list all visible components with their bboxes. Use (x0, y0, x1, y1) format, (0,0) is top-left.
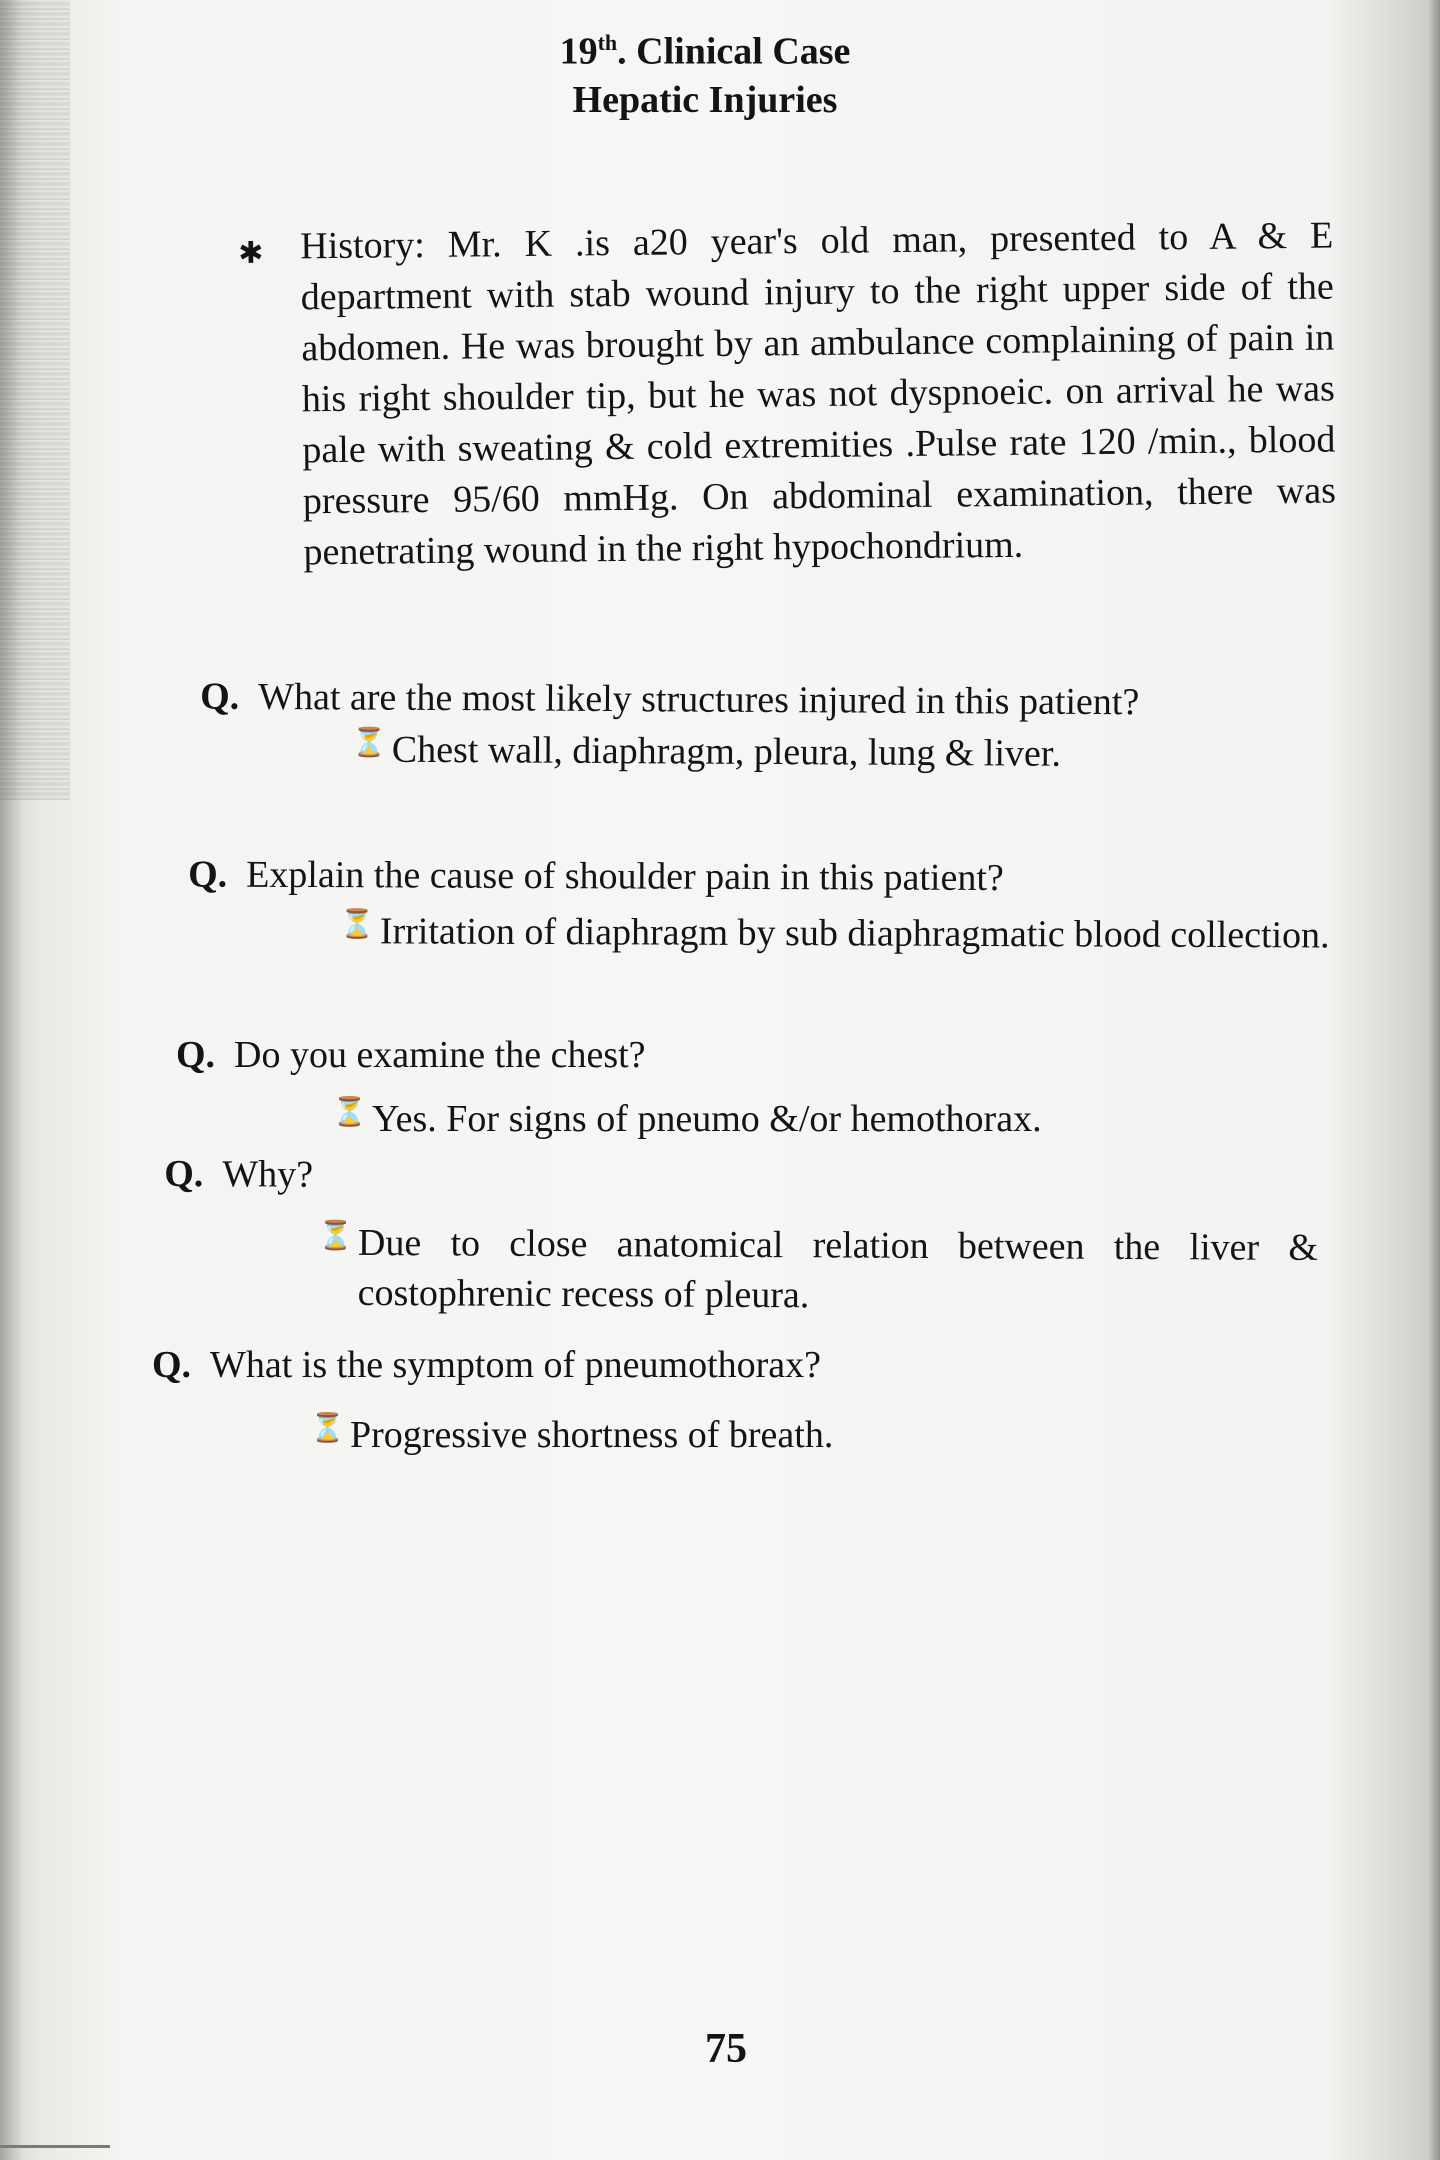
answer-row (318, 1218, 1319, 1323)
question-marker: Q. (152, 1344, 192, 1386)
question-text: What are the most likely structures injured in this patient? (258, 675, 1140, 724)
page-number: 75 (705, 2026, 747, 2072)
page-header (0, 20, 1440, 125)
answer-text: Irritation of diaphragm by sub diaphragmatic blood collection. (379, 910, 1330, 957)
question-text: What is the symptom of pneumothorax? (210, 1344, 822, 1386)
question-marker: Q. (200, 675, 240, 718)
history-text: History: Mr. K .is a20 year's old man, presented to A & E department with stab wound injury to the right upper side of the abdomen. He was brought by an ambulance complaining of pain in his right shoulder tip, but he was not dyspnoeic. on arrival he was pale with sweating & cold extremities .Pulse rate 120 /min., blood pressure 95/60 mmHg. On abdominal examination, there was penetrating wound in the right hypochondrium. (300, 214, 1337, 574)
answer-row (352, 724, 1335, 780)
qa-item-2 (188, 849, 1338, 960)
case-label: . Clinical Case (617, 30, 851, 73)
question-row (164, 1149, 1344, 1205)
answer-row (340, 906, 1330, 960)
question-text: Do you examine the chest? (234, 1034, 646, 1076)
answer-text: Due to close anatomical relation between the liver & costophrenic recess of pleura. (357, 1221, 1319, 1317)
qa-item-4 (164, 1149, 1345, 1323)
case-number: 19 (559, 30, 598, 73)
answer-text: Chest wall, diaphragm, pleura, lung & liver. (391, 728, 1062, 775)
hourglass-icon: ⏳ (310, 1413, 345, 1444)
case-title (0, 20, 1440, 75)
case-subtitle: Hepatic Injuries (572, 78, 838, 121)
answer-text: Yes. For signs of pneumo &/or hemothorax. (372, 1098, 1042, 1140)
question-marker: Q. (164, 1152, 204, 1196)
qa-item-5 (152, 1340, 1332, 1460)
case-number-suffix: th (597, 30, 618, 55)
hourglass-icon: ⏳ (332, 1097, 367, 1128)
question-marker: Q. (176, 1034, 216, 1076)
question-text: Why? (222, 1153, 314, 1196)
answer-text: Progressive shortness of breath. (350, 1414, 834, 1456)
qa-item-3 (176, 1030, 1336, 1144)
scan-right-edge (1428, 0, 1440, 2160)
question-row (188, 849, 1338, 904)
answer-row (310, 1410, 1332, 1460)
history-section (238, 211, 1337, 579)
hourglass-icon: ⏳ (317, 1220, 353, 1252)
scan-edge-gradient (0, 0, 22, 2160)
asterisk-bullet-icon: ✱ (238, 236, 264, 270)
question-row (176, 1030, 1336, 1080)
scan-bottom-mark (0, 2145, 110, 2148)
hourglass-icon: ⏳ (339, 909, 375, 941)
answer-row (332, 1094, 1336, 1144)
hourglass-icon: ⏳ (351, 727, 387, 759)
question-text: Explain the cause of shoulder pain in this patient? (246, 853, 1004, 900)
qa-item-1 (200, 672, 1336, 781)
question-row (152, 1340, 1332, 1390)
question-marker: Q. (188, 853, 228, 896)
